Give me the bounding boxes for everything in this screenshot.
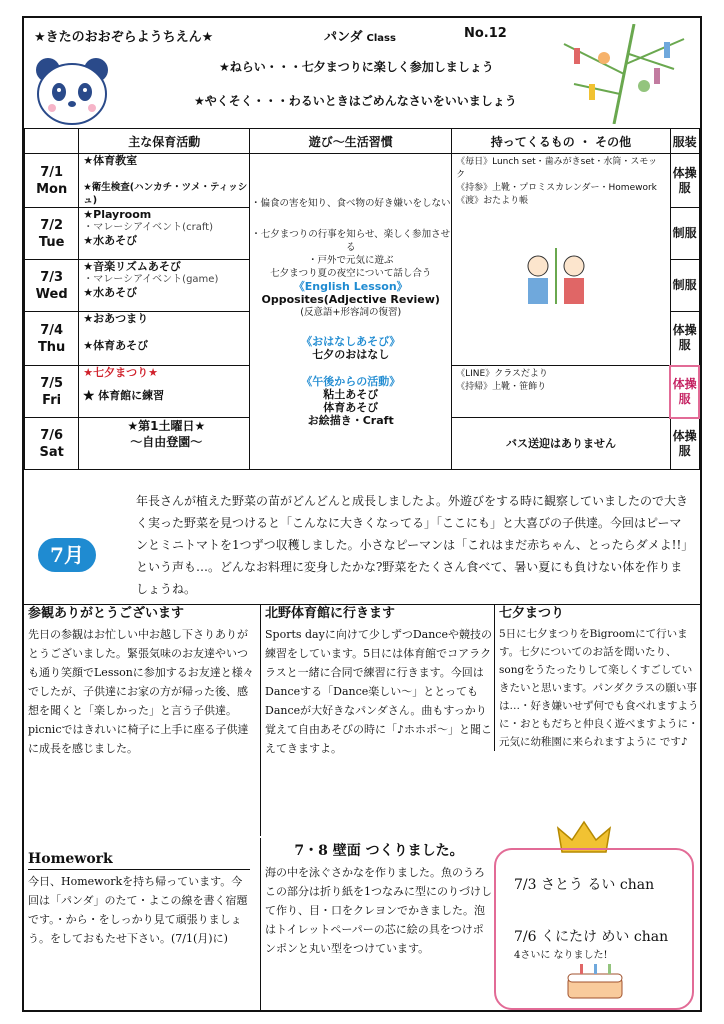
- activity-item: ★水あそび: [83, 286, 138, 299]
- activity-item: ★体育教室: [83, 154, 138, 167]
- activity-item: ★Playroom: [83, 208, 152, 221]
- day-weekday: Mon: [36, 181, 68, 197]
- activity-cell: [79, 208, 250, 260]
- gym-title: 北野体育館に行きます: [265, 606, 396, 621]
- play-item: Opposites(Adjective Review): [261, 292, 440, 306]
- play-item: 七夕のおはなし: [312, 347, 390, 361]
- tanabata-article: [494, 604, 699, 751]
- wall-text: 海の中を泳ぐさかなを作りました。魚のうろこの部分は折り紙を1つなみに型にのりづけして作り、目・口をクレヨンでかきました。泡はトイレットペーパーの芯に絵の具をつけポンポンと丸い型をつけています。: [265, 866, 492, 955]
- item-line: 《毎日》Lunch set・歯みがきset・水筒・スモック: [456, 157, 658, 180]
- panda-illustration: [32, 52, 112, 128]
- homework-text: 今日、Homeworkを持ち帰っています。今回は「パンダ」のたて・よこの線を書く宿題です。・から・をしっかり見て頑張りましょう。をしておもたせ下さい。(7/1(月)に): [28, 875, 248, 945]
- month-badge: 7月: [38, 538, 96, 572]
- table-row: [25, 154, 700, 208]
- activity-item: ★体育あそび: [83, 339, 149, 352]
- play-item: 体育あそび: [323, 400, 379, 414]
- gym-text: Sports dayに向けて少しずつDanceや競技の練習をしています。5日には体育館でコアラクラスと一緒に合同で練習に行きます。今回はDanceする「Dance楽しい～」ととってもDanceが大好きなパンダさん。曲もすっかり覚えて自由あそびの時に「♪ホホポ～」と聞こえてきますよ。: [265, 628, 493, 755]
- birthday-age: 4さいに なりました!: [514, 950, 608, 961]
- day-date: 7/5: [40, 375, 64, 391]
- visit-article: [28, 604, 256, 758]
- wall-display-article: [260, 838, 493, 1010]
- header-clothing: 服装: [670, 129, 699, 154]
- play-item: 《English Lesson》: [293, 279, 408, 293]
- weekly-schedule-table: [24, 128, 700, 470]
- item-line: 《持帰》上靴・笹飾り: [456, 382, 547, 392]
- class-label: Class: [366, 33, 396, 44]
- activity-item: ★おあつまり: [83, 312, 149, 325]
- activity-cell: [79, 366, 250, 418]
- birthday-child-2: 7/6 くにたけ めい chan: [514, 929, 669, 945]
- play-item: ・戸外で元気に遊ぶ: [307, 254, 394, 266]
- table-header-row: [25, 129, 700, 154]
- activity-item: ★水あそび: [83, 234, 138, 247]
- class-name-text: パンダ: [324, 30, 363, 45]
- header: [24, 18, 700, 128]
- day-weekday: Wed: [35, 286, 68, 302]
- header-play: 遊び～生活習慣: [250, 129, 452, 154]
- items-cell: [452, 154, 671, 366]
- visit-title: 参観ありがとうございます: [28, 606, 185, 621]
- play-item: (反意語+形容詞の復習): [300, 306, 402, 318]
- tanabata-bamboo-illustration: [544, 24, 694, 124]
- clothing-cell: 制服: [670, 260, 699, 312]
- day-cell: [25, 418, 79, 470]
- monthly-story: [24, 484, 700, 605]
- clothing-cell: 体操服: [670, 312, 699, 366]
- day-weekday: Sat: [39, 444, 64, 460]
- header-day: [25, 129, 79, 154]
- day-date: 7/6: [40, 427, 64, 443]
- school-name: ★きたのおおぞらようちえん★: [34, 30, 214, 45]
- play-item: ・七夕まつりの行事を知らせ、楽しく参加させる: [251, 228, 451, 253]
- play-item: お絵描き・Craft: [307, 413, 394, 427]
- play-item: 七夕まつり夏の夜空について話し合う: [270, 267, 432, 279]
- day-cell: [25, 154, 79, 208]
- activity-cell: [79, 418, 250, 470]
- tanabata-text: 5日に七夕まつりをBigroomにて行います。七夕についてのお話を聞いたり、songをうたったりして楽しくすごしていきたいと思います。パンダクラスの願い事は…・好き嫌いせず何でも食べれますように・おともだちと仲良く遊べますように・元気に幼稚園に来られますように です♪: [499, 628, 699, 748]
- item-line: 《持参》上靴・プロミスカレンダー・Homework: [456, 183, 657, 193]
- activity-cell: [79, 260, 250, 312]
- header-activities: 主な保育活動: [79, 129, 250, 154]
- promise-text: ★やくそく・・・わるいときはごめんなさいをいいましょう: [194, 94, 517, 108]
- story-text: 年長さんが植えた野菜の苗がどんどんと成長しましたよ。外遊びをする時に観察していましたので大きく実った野菜を見つけると「こんなに大きくなってる」「ここにも」と大喜びの子供達。今回はピーマンとミニトマトを1つずつ収穫しました。小さなピーマンは「これはまだ赤ちゃん、とったらダメよ!!」という声も…。どんなお料理に変身したかな?野菜をたくさん食べて、暑い夏にも負けない体を作りましょうね。: [136, 494, 689, 596]
- activity-item: ・マレーシアイベント(game): [83, 274, 219, 285]
- class-name: [324, 26, 396, 45]
- day-cell: [25, 260, 79, 312]
- play-item: ・偏食の害を知り、食べ物の好き嫌いをしない: [250, 197, 451, 209]
- day-cell: [25, 366, 79, 418]
- activity-item: ★七夕まつり★: [83, 366, 159, 379]
- activity-item: ★ 体育館に練習: [83, 389, 165, 402]
- tanabata-title: 七夕まつり: [499, 606, 565, 621]
- day-weekday: Thu: [37, 339, 66, 355]
- header-items: 持ってくるもの ・ その他: [452, 129, 671, 154]
- day-cell: [25, 312, 79, 366]
- items-cell: [452, 366, 671, 418]
- clothing-cell: 体操服: [670, 366, 699, 418]
- play-habits-cell: [250, 154, 452, 470]
- birthday-child-1: 7/3 さとう るい chan: [514, 877, 655, 893]
- item-line: 《LINE》クラスだより: [456, 369, 548, 379]
- clothing-cell: 体操服: [670, 154, 699, 208]
- goal-text: ★ねらい・・・七夕まつりに楽しく参加しましょう: [219, 60, 494, 74]
- activity-item: ★衛生検査(ハンカチ・ツメ・ティッシュ): [83, 182, 248, 206]
- clothing-cell: 制服: [670, 208, 699, 260]
- day-date: 7/3: [40, 269, 64, 285]
- birthday-box: [494, 848, 694, 1010]
- play-item: 《おはなしあそび》: [301, 334, 401, 348]
- activity-item: ★音楽リズムあそび: [83, 260, 181, 273]
- activity-cell: [79, 312, 250, 366]
- bus-notice: バス送迎はありません: [505, 437, 616, 450]
- activity-item: ・マレーシアイベント(craft): [83, 222, 213, 233]
- homework-article: [28, 850, 250, 948]
- issue-number: No.12: [464, 26, 507, 41]
- day-date: 7/2: [40, 217, 64, 233]
- items-cell: [452, 418, 671, 470]
- play-item: 《午後からの活動》: [301, 374, 401, 388]
- day-date: 7/1: [40, 164, 64, 180]
- play-item: 粘土あそび: [323, 387, 379, 401]
- item-line: 《渡》おたより帳: [456, 196, 529, 206]
- activity-item: ★第1土曜日★: [127, 419, 206, 433]
- homework-title: Homework: [28, 850, 250, 870]
- children-yukata-illustration: [516, 248, 596, 308]
- activity-cell: [79, 154, 250, 208]
- day-weekday: Tue: [38, 234, 65, 250]
- day-weekday: Fri: [42, 392, 62, 408]
- wall-title: 7・8 壁面 つくりました。: [294, 843, 464, 859]
- clothing-cell: 体操服: [670, 418, 699, 470]
- activity-item: ～自由登園～: [130, 435, 203, 449]
- newsletter-page: [22, 16, 702, 1012]
- birthday-cake-icon: [560, 962, 630, 1002]
- day-date: 7/4: [40, 322, 64, 338]
- gym-article: [260, 604, 493, 836]
- day-cell: [25, 208, 79, 260]
- visit-text: 先日の参観はお忙しい中お越し下さりありがとうございました。緊張気味のお友達やいつも通り笑顔でLessonに参加するお友達と様々でしたが、子供達にお家の方が帰った後、感想を聞くと「楽しかった」と言う子供達。picnicではきれいに椅子に上手に座る子供達に成長を感じました。: [28, 628, 254, 755]
